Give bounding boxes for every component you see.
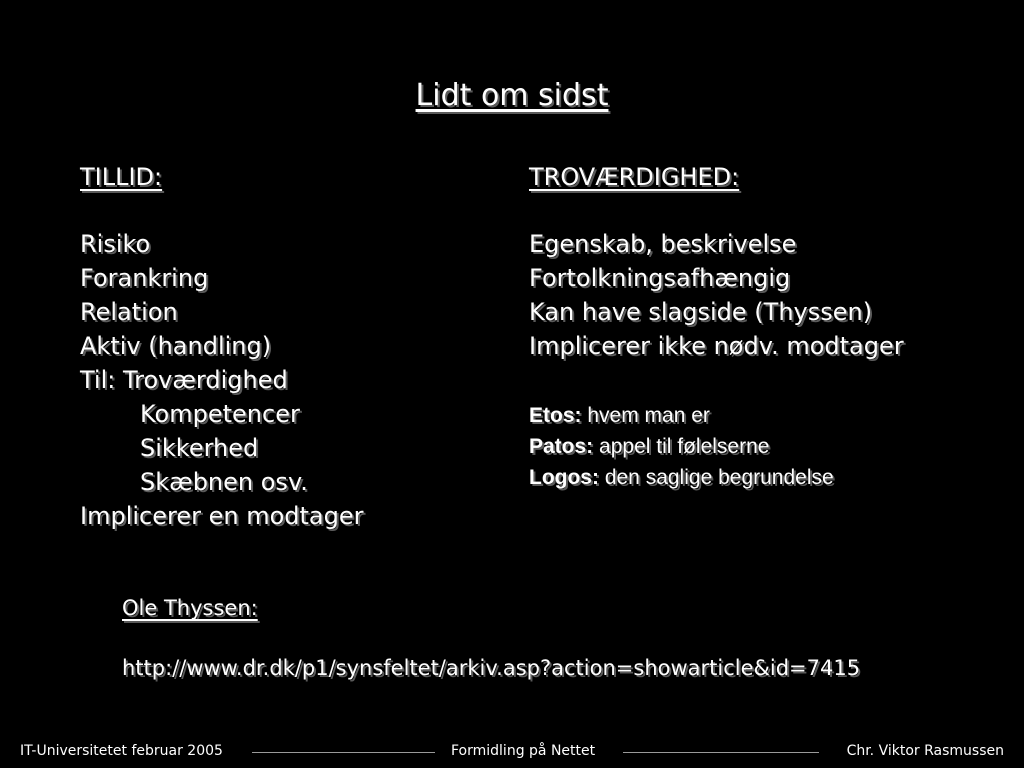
definition-text: appel til følelserne [599, 435, 770, 458]
definition-term: Patos: [529, 435, 594, 458]
definition-text: hvem man er [587, 404, 710, 427]
tillid-subitem-kompetencer: Kompetencer [140, 400, 300, 428]
trovaerdighed-heading: TROVÆRDIGHED: [529, 163, 740, 191]
trovaerdighed-column [529, 160, 904, 363]
definition-etos [529, 400, 834, 431]
reference-url[interactable]: http://www.dr.dk/p1/synsfeltet/arkiv.asp?action=showarticle&id=7415 [122, 656, 861, 680]
tillid-item-trovaerdighed: Til: Troværdighed [80, 366, 288, 394]
definition-term: Logos: [529, 466, 599, 489]
tillid-item-aktiv: Aktiv (handling) [80, 332, 272, 360]
definition-text: den saglige begrundelse [604, 466, 834, 489]
trovaerdighed-item-fortolkning: Fortolkningsafhængig [529, 264, 791, 292]
tillid-item-forankring: Forankring [80, 264, 209, 292]
footer-center: Formidling på Nettet [451, 743, 596, 759]
tillid-heading: TILLID: [80, 163, 163, 191]
spacer [529, 194, 904, 227]
footer-divider [623, 752, 819, 753]
footer-left: IT-Universitetet februar 2005 [20, 743, 223, 759]
tillid-subitem-skaebnen: Skæbnen osv. [140, 468, 308, 496]
tillid-item-risiko: Risiko [80, 230, 151, 258]
tillid-item-relation: Relation [80, 298, 178, 326]
tillid-column [80, 160, 363, 533]
definition-patos [529, 431, 834, 462]
reference-heading: Ole Thyssen: [122, 596, 258, 620]
trovaerdighed-item-implicerer: Implicerer ikke nødv. modtager [529, 332, 904, 360]
trovaerdighed-item-slagside: Kan have slagside (Thyssen) [529, 298, 873, 326]
rhetoric-definitions [529, 400, 834, 493]
tillid-subitem-sikkerhed: Sikkerhed [140, 434, 259, 462]
slide-title: Lidt om sidst [415, 78, 609, 113]
slide-footer [0, 743, 1024, 765]
spacer [80, 194, 363, 227]
footer-right: Chr. Viktor Rasmussen [846, 743, 1004, 759]
tillid-item-implicerer: Implicerer en modtager [80, 502, 364, 530]
definition-logos [529, 462, 834, 493]
trovaerdighed-item-egenskab: Egenskab, beskrivelse [529, 230, 797, 258]
definition-term: Etos: [529, 404, 582, 427]
footer-divider [252, 752, 435, 753]
